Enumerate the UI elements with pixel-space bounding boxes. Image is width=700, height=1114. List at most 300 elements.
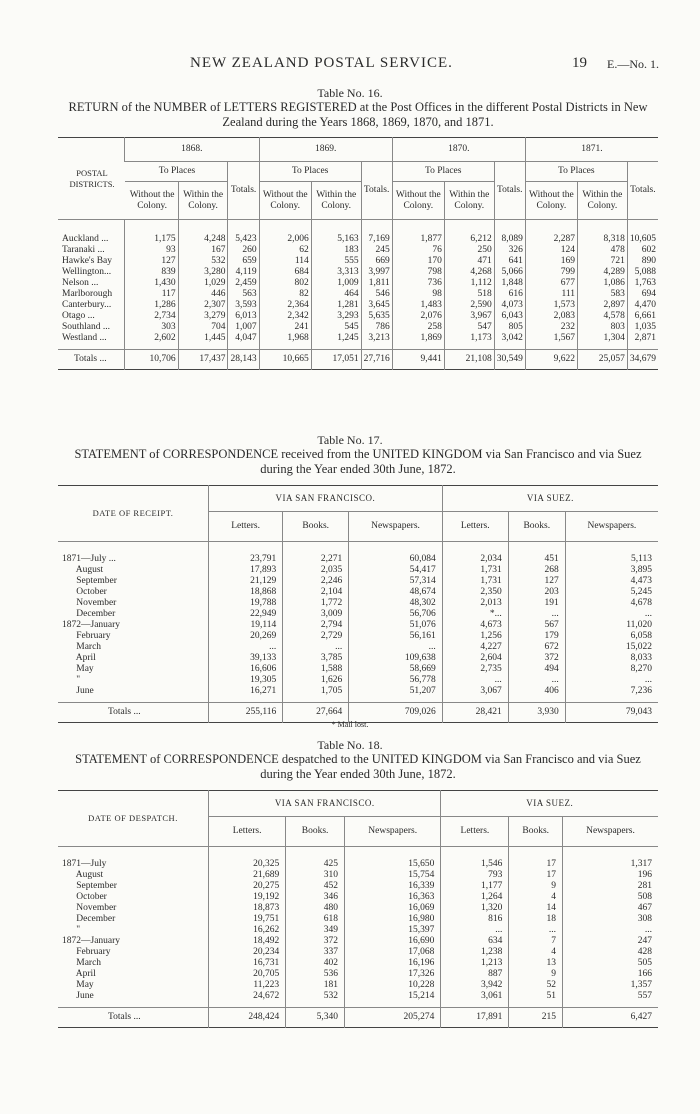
totals-header: Totals. xyxy=(494,162,525,220)
table-cell: 19,114 xyxy=(209,620,283,631)
table-cell: 51,207 xyxy=(349,686,443,697)
table-cell: 326 xyxy=(494,245,525,256)
table-cell: 634 xyxy=(441,936,509,947)
table-cell: 428 xyxy=(562,947,658,958)
table-cell: 76 xyxy=(392,245,444,256)
table-cell: 659 xyxy=(228,256,259,267)
table-row xyxy=(58,289,658,300)
table-cell: ... xyxy=(508,675,565,686)
table-cell: 2,013 xyxy=(442,598,508,609)
table-cell: 890 xyxy=(627,256,658,267)
table-cell: 555 xyxy=(311,256,361,267)
table-cell: 583 xyxy=(578,289,628,300)
column-header: Letters. xyxy=(209,512,283,542)
to-places-header: To Places xyxy=(392,162,494,182)
table-cell: 16,690 xyxy=(344,936,440,947)
within-colony-header: Within the Colony. xyxy=(444,182,494,220)
table-cell: 17 xyxy=(509,870,563,881)
table-cell: 19,192 xyxy=(209,892,286,903)
table-cell: 494 xyxy=(508,664,565,675)
group-header-san-francisco: VIA SAN FRANCISCO. xyxy=(209,791,441,817)
table-cell: 799 xyxy=(525,267,577,278)
table-cell: 2,871 xyxy=(627,333,658,344)
table-cell: 16,069 xyxy=(344,903,440,914)
table-cell: 18,868 xyxy=(209,587,283,598)
table-cell: 166 xyxy=(562,969,658,980)
table-cell: 3,280 xyxy=(178,267,228,278)
totals-header: Totals. xyxy=(361,162,392,220)
table-row xyxy=(58,256,658,267)
table-cell: 268 xyxy=(508,565,565,576)
table-cell: 2,734 xyxy=(125,311,179,322)
table-cell: 203 xyxy=(508,587,565,598)
table-cell: 11,020 xyxy=(565,620,658,631)
year-header: 1871. xyxy=(525,138,658,162)
table-cell: 3,645 xyxy=(361,300,392,311)
table-cell: 109,638 xyxy=(349,653,443,664)
table-cell: 672 xyxy=(508,642,565,653)
postal-districts-header: POSTAL DISTRICTS. xyxy=(69,167,115,189)
table-cell: 446 xyxy=(178,289,228,300)
table-cell: 736 xyxy=(392,278,444,289)
table-row xyxy=(58,598,658,609)
month-label: August xyxy=(62,869,104,880)
month-label: June xyxy=(62,990,94,1001)
table-cell: 1,177 xyxy=(441,881,509,892)
table-cell: 1,213 xyxy=(441,958,509,969)
table-cell: 3,067 xyxy=(442,686,508,697)
table-cell: 3,009 xyxy=(283,609,349,620)
table-cell: 1,264 xyxy=(441,892,509,903)
table-cell: 425 xyxy=(286,859,345,870)
table-cell: 191 xyxy=(508,598,565,609)
district-name: Wellington... xyxy=(62,266,112,277)
table-cell: 451 xyxy=(508,554,565,565)
table-cell: 1,567 xyxy=(525,333,577,344)
table-cell: 247 xyxy=(562,936,658,947)
table-cell: 2,076 xyxy=(392,311,444,322)
total-cell: 5,340 xyxy=(286,1008,345,1028)
table-cell: 48,674 xyxy=(349,587,443,598)
month-label: October xyxy=(62,586,107,597)
table-cell: 111 xyxy=(525,289,577,300)
table-cell: 786 xyxy=(361,322,392,333)
without-colony-header: Without the Colony. xyxy=(259,182,311,220)
table-cell: 18,873 xyxy=(209,903,286,914)
within-colony-header: Within the Colony. xyxy=(178,182,228,220)
table-cell: 641 xyxy=(494,256,525,267)
district-name: Otago ... xyxy=(62,310,95,321)
table-cell: 181 xyxy=(286,980,345,991)
table-cell: 20,234 xyxy=(209,947,286,958)
table-cell: 6,043 xyxy=(494,311,525,322)
without-colony-header: Without the Colony. xyxy=(392,182,444,220)
table-cell: 19,305 xyxy=(209,675,283,686)
district-name: Marlborough xyxy=(62,288,113,299)
table-row xyxy=(58,631,658,642)
table-cell: 232 xyxy=(525,322,577,333)
table-cell: ... xyxy=(442,675,508,686)
date-header: DATE OF DESPATCH. xyxy=(88,813,178,823)
table-cell: ... xyxy=(441,925,509,936)
table-cell: 281 xyxy=(562,881,658,892)
table-row xyxy=(58,870,658,881)
table-cell: 60,084 xyxy=(349,554,443,565)
total-cell: 21,108 xyxy=(444,350,494,370)
table-cell: 2,590 xyxy=(444,300,494,311)
table-cell: 51,076 xyxy=(349,620,443,631)
table-row xyxy=(58,969,658,980)
table-cell: 3,895 xyxy=(565,565,658,576)
table-row xyxy=(58,980,658,991)
table-cell: 57,314 xyxy=(349,576,443,587)
table-cell: 17 xyxy=(509,859,563,870)
table-cell: 505 xyxy=(562,958,658,969)
to-places-header: To Places xyxy=(125,162,228,182)
table-row xyxy=(58,587,658,598)
total-cell: 10,706 xyxy=(125,350,179,370)
table-cell: 1,705 xyxy=(283,686,349,697)
table-row xyxy=(58,859,658,870)
table-cell: 1,320 xyxy=(441,903,509,914)
table-cell: 684 xyxy=(259,267,311,278)
month-label: 1871—July ... xyxy=(62,553,116,564)
total-cell: 17,051 xyxy=(311,350,361,370)
table-cell: 62 xyxy=(259,245,311,256)
table-cell: 308 xyxy=(562,914,658,925)
table-cell: 4,119 xyxy=(228,267,259,278)
table-cell: 346 xyxy=(286,892,345,903)
table-cell: 545 xyxy=(311,322,361,333)
within-colony-header: Within the Colony. xyxy=(578,182,628,220)
table-cell: 3,785 xyxy=(283,653,349,664)
table-cell: 169 xyxy=(525,256,577,267)
table-cell: 547 xyxy=(444,322,494,333)
table-cell: 2,246 xyxy=(283,576,349,587)
table-cell: 124 xyxy=(525,245,577,256)
table-cell: 15,397 xyxy=(344,925,440,936)
table-cell: 9 xyxy=(509,969,563,980)
table-cell: 1,573 xyxy=(525,300,577,311)
table-cell: 1,731 xyxy=(442,576,508,587)
table-row xyxy=(58,958,658,969)
table-cell: 1,281 xyxy=(311,300,361,311)
total-cell: 28,143 xyxy=(228,350,259,370)
table-cell: 5,245 xyxy=(565,587,658,598)
table-cell: 8,089 xyxy=(494,234,525,245)
table-cell: 616 xyxy=(494,289,525,300)
table-cell: 56,778 xyxy=(349,675,443,686)
table-cell: 1,763 xyxy=(627,278,658,289)
table-cell: 167 xyxy=(178,245,228,256)
table-row xyxy=(58,903,658,914)
table-cell: 245 xyxy=(361,245,392,256)
month-label: November xyxy=(62,597,117,608)
column-header: Books. xyxy=(286,817,345,847)
table-cell: 22,949 xyxy=(209,609,283,620)
table-cell: 16,196 xyxy=(344,958,440,969)
column-header: Newspapers. xyxy=(565,512,658,542)
column-header: Newspapers. xyxy=(349,512,443,542)
month-label: " xyxy=(62,924,81,935)
table-cell: 704 xyxy=(178,322,228,333)
total-cell: 3,930 xyxy=(508,703,565,723)
table-cell: 2,364 xyxy=(259,300,311,311)
table-cell: 3,942 xyxy=(441,980,509,991)
totals-header: Totals. xyxy=(228,162,259,220)
table-cell: 241 xyxy=(259,322,311,333)
table-cell: 3,593 xyxy=(228,300,259,311)
table-row xyxy=(58,333,658,344)
month-label: November xyxy=(62,902,117,913)
table-cell: 1,009 xyxy=(311,278,361,289)
within-colony-header: Within the Colony. xyxy=(311,182,361,220)
table-cell: 20,269 xyxy=(209,631,283,642)
table-row xyxy=(58,936,658,947)
table-cell: 127 xyxy=(508,576,565,587)
totals-row xyxy=(58,350,658,370)
table-cell: 694 xyxy=(627,289,658,300)
total-cell: 10,665 xyxy=(259,350,311,370)
table-cell: 1,007 xyxy=(228,322,259,333)
table-cell: 1,286 xyxy=(125,300,179,311)
table-cell: 2,350 xyxy=(442,587,508,598)
totals-label: Totals ... xyxy=(58,703,209,723)
table-cell: 6,212 xyxy=(444,234,494,245)
table-cell: 16,271 xyxy=(209,686,283,697)
table-cell: 816 xyxy=(441,914,509,925)
table-cell: 16,363 xyxy=(344,892,440,903)
table-cell: 802 xyxy=(259,278,311,289)
table-cell: 6,661 xyxy=(627,311,658,322)
table-row xyxy=(58,300,658,311)
page-number: 19 xyxy=(572,55,587,71)
table-cell: 805 xyxy=(494,322,525,333)
table-cell: 3,279 xyxy=(178,311,228,322)
table-cell: 4,073 xyxy=(494,300,525,311)
table-cell: 56,706 xyxy=(349,609,443,620)
table-cell: 1,483 xyxy=(392,300,444,311)
table-cell: 1,772 xyxy=(283,598,349,609)
table-row xyxy=(58,322,658,333)
month-label: " xyxy=(62,674,81,685)
table-cell: ... xyxy=(283,642,349,653)
table-cell: 19,751 xyxy=(209,914,286,925)
group-header-suez: VIA SUEZ. xyxy=(442,486,658,512)
table-row xyxy=(58,245,658,256)
table-cell: 17,326 xyxy=(344,969,440,980)
running-title: NEW ZEALAND POSTAL SERVICE. xyxy=(190,55,453,71)
table-cell: 2,897 xyxy=(578,300,628,311)
table-cell: 1,848 xyxy=(494,278,525,289)
table-row xyxy=(58,881,658,892)
table-cell: 1,588 xyxy=(283,664,349,675)
table-cell: 518 xyxy=(444,289,494,300)
table-row xyxy=(58,675,658,686)
total-cell: 6,427 xyxy=(562,1008,658,1028)
table-cell: 452 xyxy=(286,881,345,892)
table-row xyxy=(58,914,658,925)
table-row xyxy=(58,653,658,664)
table-cell: ... xyxy=(508,609,565,620)
table-cell: 1,869 xyxy=(392,333,444,344)
table-cell: 4,289 xyxy=(578,267,628,278)
table-cell: 4 xyxy=(509,947,563,958)
table-cell: 1,112 xyxy=(444,278,494,289)
table-cell: 8,033 xyxy=(565,653,658,664)
table-cell: 8,270 xyxy=(565,664,658,675)
table-cell: ... xyxy=(209,642,283,653)
month-label: September xyxy=(62,575,117,586)
total-cell: 9,441 xyxy=(392,350,444,370)
table-cell: 250 xyxy=(444,245,494,256)
table-cell: 793 xyxy=(441,870,509,881)
table-cell: 7,236 xyxy=(565,686,658,697)
total-cell: 79,043 xyxy=(565,703,658,723)
table-cell: 1,175 xyxy=(125,234,179,245)
table-cell: 567 xyxy=(508,620,565,631)
table-cell: 13 xyxy=(509,958,563,969)
total-cell: 27,716 xyxy=(361,350,392,370)
table-row xyxy=(58,892,658,903)
year-header: 1869. xyxy=(259,138,392,162)
total-cell: 28,421 xyxy=(442,703,508,723)
table-cell: 337 xyxy=(286,947,345,958)
document-reference: E.—No. 1. xyxy=(607,57,659,71)
year-header: 1870. xyxy=(392,138,525,162)
table-cell: 20,275 xyxy=(209,881,286,892)
table-cell: 2,459 xyxy=(228,278,259,289)
table-cell: 478 xyxy=(578,245,628,256)
table-cell: 2,083 xyxy=(525,311,577,322)
table-cell: 258 xyxy=(392,322,444,333)
total-cell: 9,622 xyxy=(525,350,577,370)
totals-label: Totals ... xyxy=(58,1008,209,1028)
table-cell: 170 xyxy=(392,256,444,267)
table-cell: 179 xyxy=(508,631,565,642)
month-label: October xyxy=(62,891,107,902)
table-cell: 4 xyxy=(509,892,563,903)
table-row xyxy=(58,554,658,565)
table-16-number: Table No. 16. xyxy=(317,86,383,100)
table-cell: 5,423 xyxy=(228,234,259,245)
table-cell: 467 xyxy=(562,903,658,914)
table-cell: 2,035 xyxy=(283,565,349,576)
footnote: * Mail lost. xyxy=(331,720,369,729)
table-cell: 803 xyxy=(578,322,628,333)
table-cell: 16,262 xyxy=(209,925,286,936)
table-cell: 127 xyxy=(125,256,179,267)
table-cell: 11,223 xyxy=(209,980,286,991)
table-cell: 563 xyxy=(228,289,259,300)
table-cell: 196 xyxy=(562,870,658,881)
table-row xyxy=(58,620,658,631)
table-cell: 21,129 xyxy=(209,576,283,587)
table-cell: 2,604 xyxy=(442,653,508,664)
table-cell: 2,104 xyxy=(283,587,349,598)
table-cell: 602 xyxy=(627,245,658,256)
table-cell: 98 xyxy=(392,289,444,300)
district-name: Hawke's Bay xyxy=(62,255,112,266)
table-17 xyxy=(58,485,658,723)
month-label: 1872—January xyxy=(62,619,121,630)
table-cell: ... xyxy=(565,675,658,686)
table-row xyxy=(58,278,658,289)
total-cell: 248,424 xyxy=(209,1008,286,1028)
table-cell: 2,342 xyxy=(259,311,311,322)
table-cell: 5,088 xyxy=(627,267,658,278)
table-cell: 3,042 xyxy=(494,333,525,344)
table-cell: 1,968 xyxy=(259,333,311,344)
district-name: Westland ... xyxy=(62,332,107,343)
table-18-caption: STATEMENT of CORRESPONDENCE despatched to the UNITED KINGDOM via San Francisco and via Suez during the Year ended 30th June, 1872. xyxy=(75,752,641,781)
table-cell: 2,602 xyxy=(125,333,179,344)
table-cell: 677 xyxy=(525,278,577,289)
table-cell: 480 xyxy=(286,903,345,914)
district-name: Auckland ... xyxy=(62,233,109,244)
month-label: February xyxy=(62,630,111,641)
to-places-header: To Places xyxy=(525,162,627,182)
table-cell: 2,287 xyxy=(525,234,577,245)
table-cell: 618 xyxy=(286,914,345,925)
month-label: June xyxy=(62,685,94,696)
to-places-header: To Places xyxy=(259,162,361,182)
table-cell: 1,811 xyxy=(361,278,392,289)
table-cell: 532 xyxy=(286,991,345,1002)
table-cell: ... xyxy=(562,925,658,936)
table-cell: 18 xyxy=(509,914,563,925)
table-cell: 3,061 xyxy=(441,991,509,1002)
table-row xyxy=(58,947,658,958)
table-cell: 1,430 xyxy=(125,278,179,289)
table-cell: 20,705 xyxy=(209,969,286,980)
table-cell: 114 xyxy=(259,256,311,267)
table-cell: 3,997 xyxy=(361,267,392,278)
total-cell: 205,274 xyxy=(344,1008,440,1028)
date-header: DATE OF RECEIPT. xyxy=(92,508,174,518)
table-cell: 18,492 xyxy=(209,936,286,947)
table-18-number: Table No. 18. xyxy=(317,738,383,752)
table-cell: 349 xyxy=(286,925,345,936)
totals-label: Totals ... xyxy=(58,350,125,370)
total-cell: 215 xyxy=(509,1008,563,1028)
table-cell: 4,227 xyxy=(442,642,508,653)
table-cell: 1,245 xyxy=(311,333,361,344)
table-cell: 1,445 xyxy=(178,333,228,344)
table-cell: 52 xyxy=(509,980,563,991)
table-cell: 51 xyxy=(509,991,563,1002)
column-header: Letters. xyxy=(442,512,508,542)
table-cell: 532 xyxy=(178,256,228,267)
table-cell: 7 xyxy=(509,936,563,947)
table-cell: 2,307 xyxy=(178,300,228,311)
table-cell: 24,672 xyxy=(209,991,286,1002)
table-cell: 16,731 xyxy=(209,958,286,969)
table-cell: 16,980 xyxy=(344,914,440,925)
table-cell: 4,673 xyxy=(442,620,508,631)
table-16 xyxy=(58,137,658,370)
table-cell: 7,169 xyxy=(361,234,392,245)
page-header xyxy=(0,55,700,75)
table-cell: 721 xyxy=(578,256,628,267)
table-cell: 1,626 xyxy=(283,675,349,686)
table-cell: 4,268 xyxy=(444,267,494,278)
table-cell: 15,754 xyxy=(344,870,440,881)
table-cell: 1,256 xyxy=(442,631,508,642)
table-cell: 15,022 xyxy=(565,642,658,653)
table-cell: *... xyxy=(442,609,508,620)
table-cell: 17,893 xyxy=(209,565,283,576)
